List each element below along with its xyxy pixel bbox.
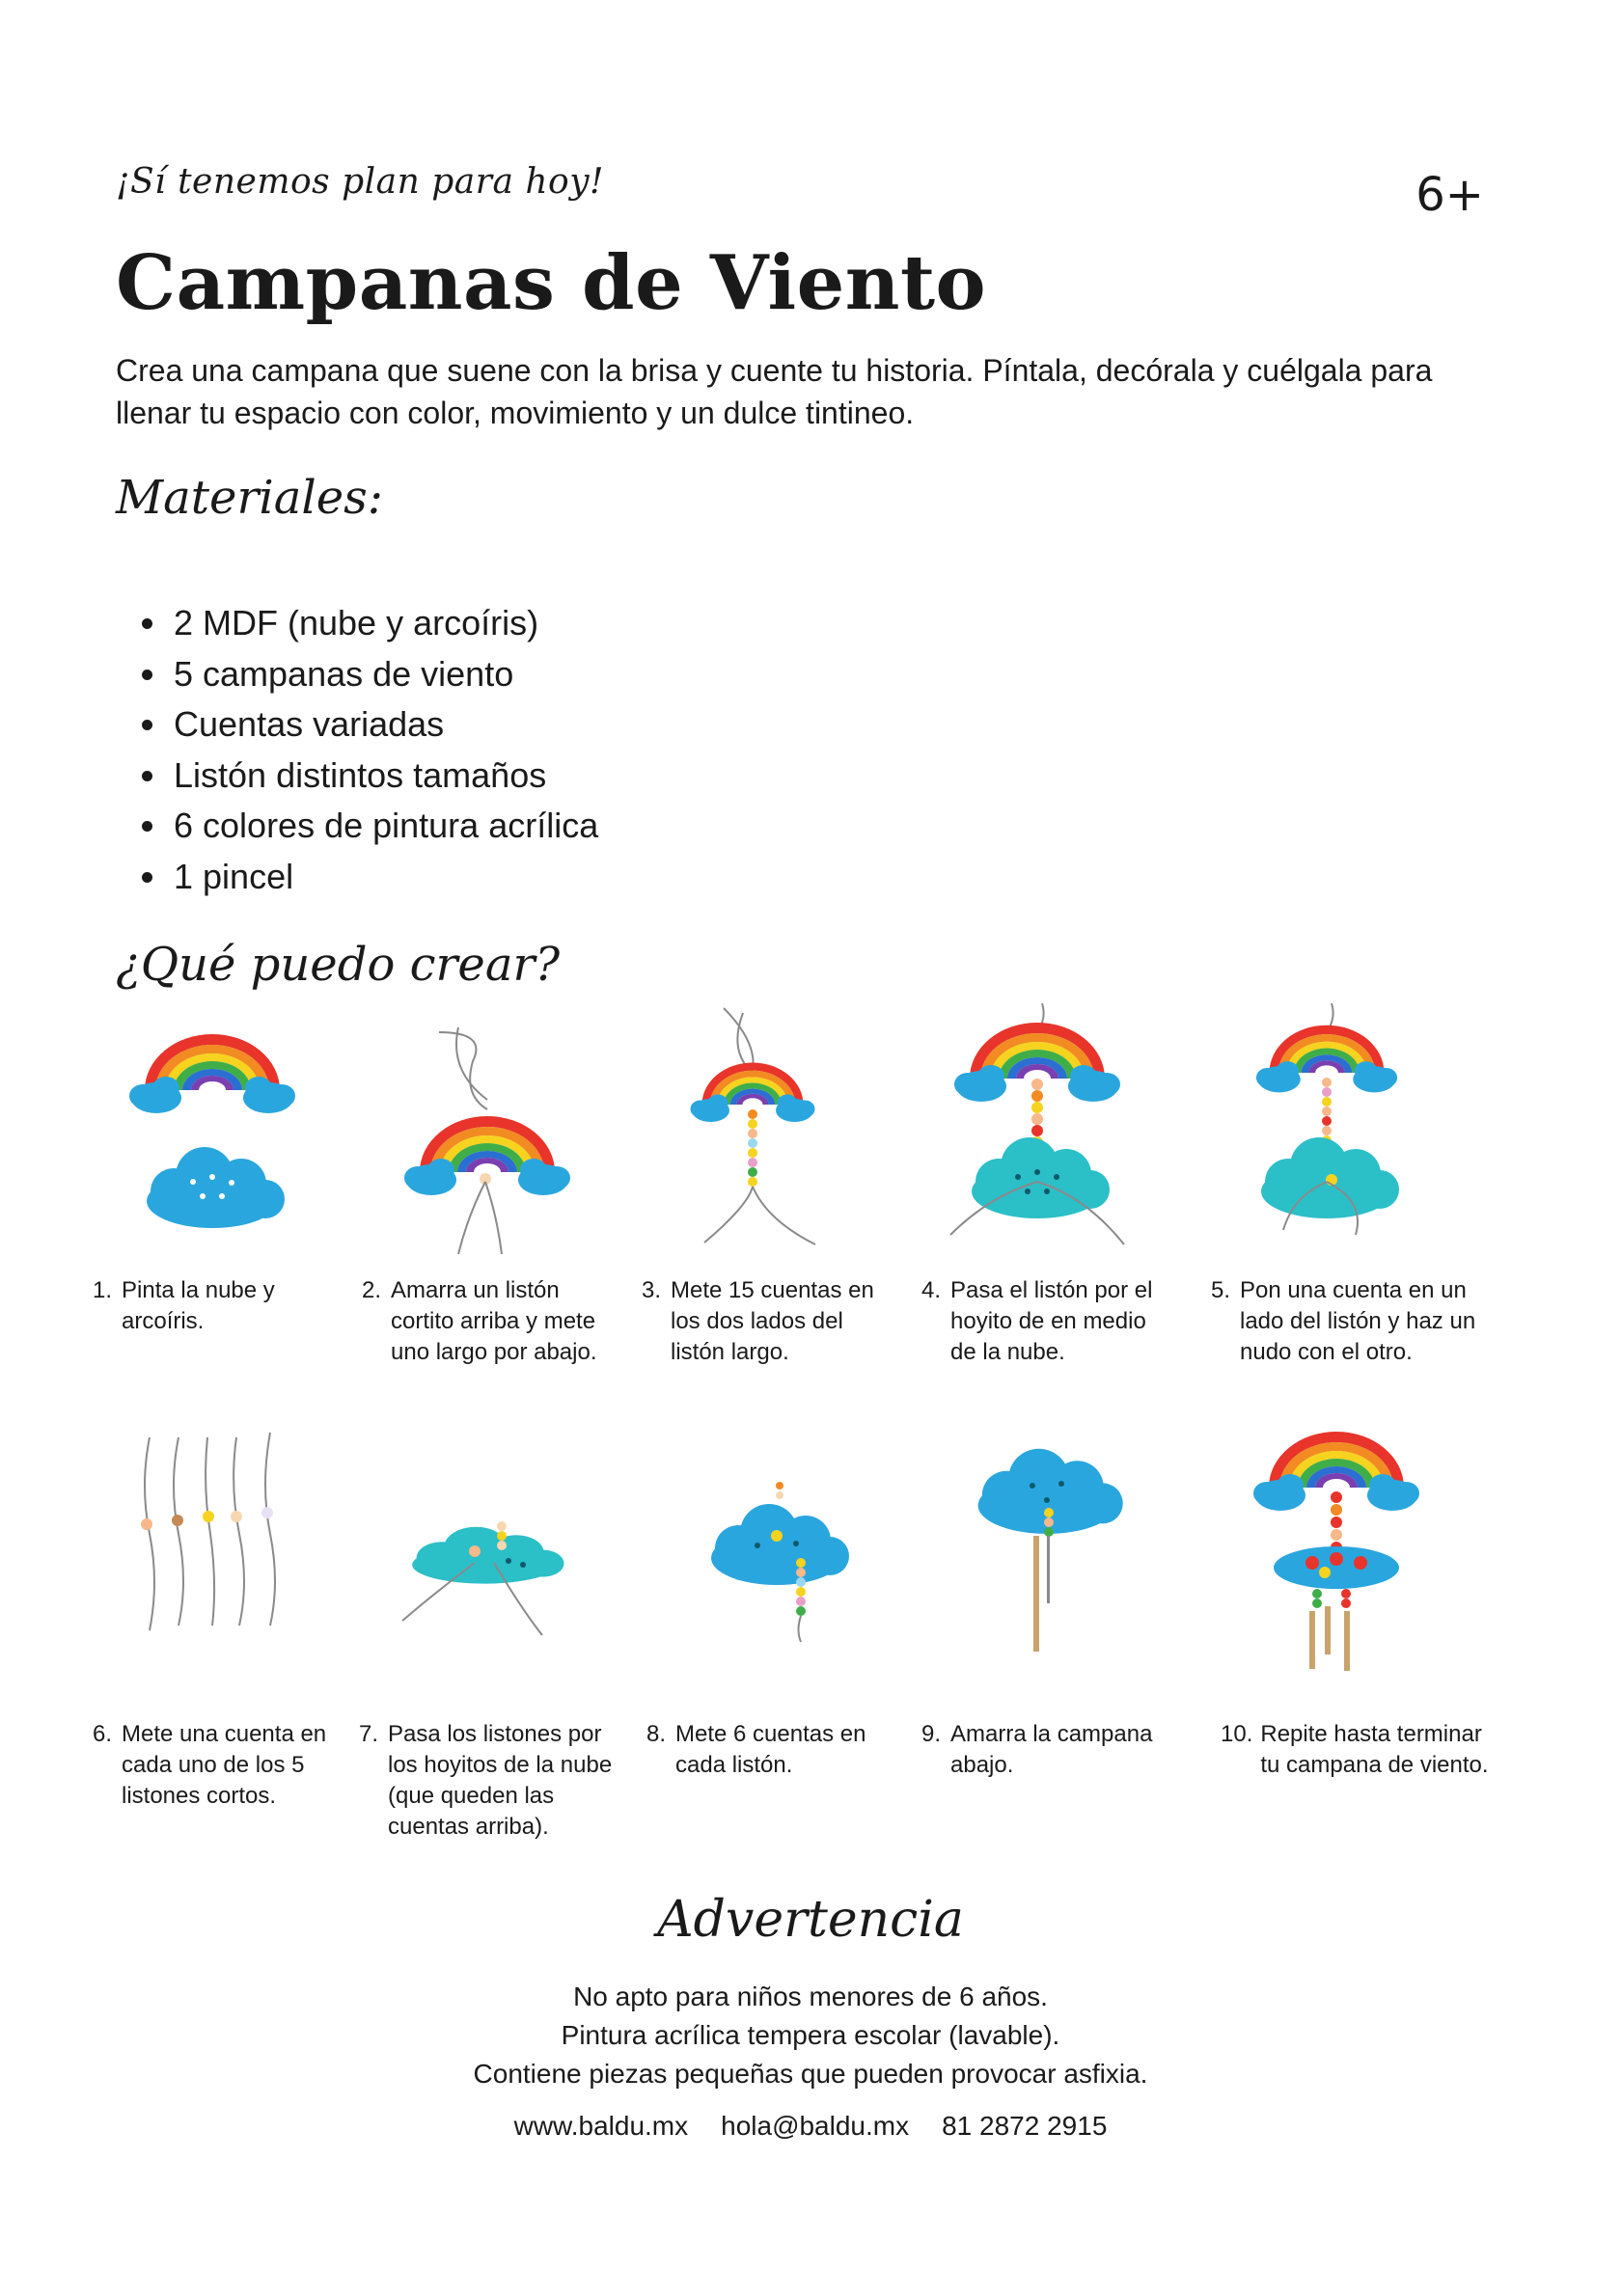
step-text: Amarra un listón cortito arriba y mete uno largo por abajo.: [391, 1277, 597, 1365]
warning-title: Advertencia: [657, 1891, 964, 1949]
website-link[interactable]: www.baldu.mx: [513, 2111, 689, 2141]
step-text: Pasa los listones por los hoyitos de la nube (que queden las cuentas arriba).: [388, 1721, 613, 1840]
materials-list: [135, 598, 598, 902]
step-9: [921, 1428, 1192, 1852]
age-badge: 6+: [1415, 168, 1484, 222]
step-4: [921, 1003, 1182, 1365]
warning-line: No apto para niños menores de 6 años.: [573, 1982, 1048, 2011]
step-text: Mete 15 cuentas en los dos lados del listón largo.: [671, 1277, 874, 1365]
step-text: Pasa el listón por el hoyito de en medio de la nube.: [950, 1277, 1153, 1365]
warning-text: [0, 1978, 1621, 2093]
step-number: 8.: [646, 1721, 667, 1747]
material-item: • Cuentas variadas: [170, 699, 598, 751]
step-number: 1.: [93, 1277, 113, 1303]
step-10-illustration: [1221, 1428, 1462, 1679]
step-1: [87, 1003, 328, 1351]
step-text: Pon una cuenta en un lado del listón y haz un nudo con el otro.: [1240, 1277, 1476, 1365]
step-number: 10.: [1221, 1721, 1253, 1747]
step-text: Amarra la campana abajo.: [950, 1721, 1153, 1778]
step-number: 9.: [921, 1721, 942, 1747]
step-5: [1211, 1003, 1491, 1365]
material-item: • 6 colores de pintura acrílica: [170, 801, 598, 852]
material-item: • 2 MDF (nube y arcoíris): [170, 598, 598, 649]
step-number: 3.: [642, 1277, 662, 1303]
step-number: 5.: [1211, 1277, 1231, 1303]
step-number: 7.: [359, 1721, 379, 1747]
step-7: [359, 1428, 629, 1852]
step-1-illustration: [106, 1003, 318, 1254]
step-8: [646, 1428, 897, 1852]
step-9-illustration: [941, 1428, 1153, 1679]
step-3: [642, 1003, 893, 1365]
warning-line: Pintura acrílica tempera escolar (lavable).: [561, 2020, 1060, 2050]
page-title: Campanas de Viento: [116, 239, 987, 327]
step-3-illustration: [661, 1003, 873, 1254]
tagline: ¡Sí tenemos plan para hoy!: [116, 162, 605, 202]
step-6: [87, 1428, 338, 1852]
material-item: • Listón distintos tamaños: [170, 751, 598, 802]
step-text: Mete 6 cuentas en cada listón.: [675, 1721, 866, 1778]
step-text: Repite hasta terminar tu campana de viento.: [1260, 1721, 1489, 1778]
email-link[interactable]: hola@baldu.mx: [721, 2111, 910, 2141]
step-8-illustration: [666, 1428, 878, 1679]
intro-text: Crea una campana que suene con la brisa y cuente tu historia. Píntala, decórala y cuélgala para llenar tu espacio con color, movimiento y un dulce tintineo.: [116, 353, 1433, 430]
step-number: 4.: [921, 1277, 942, 1303]
step-number: 6.: [93, 1721, 113, 1747]
step-6-illustration: [125, 1428, 318, 1640]
materials-heading: Materiales:: [116, 471, 383, 525]
step-text: Pinta la nube y arcoíris.: [122, 1277, 275, 1334]
step-7-illustration: [378, 1428, 591, 1679]
material-item: • 1 pincel: [170, 852, 598, 903]
step-number: 2.: [362, 1277, 382, 1303]
step-10: [1221, 1428, 1500, 1852]
step-2: [362, 1003, 632, 1365]
step-4-illustration: [921, 1003, 1163, 1254]
material-item: • 5 campanas de viento: [170, 649, 598, 700]
warning-line: Contiene piezas pequeñas que pueden provocar asfixia.: [473, 2059, 1148, 2089]
contact-info: [0, 2111, 1621, 2142]
create-heading: ¿Qué puedo crear?: [116, 938, 561, 992]
step-2-illustration: [381, 1003, 593, 1254]
step-5-illustration: [1211, 1003, 1452, 1254]
phone-number[interactable]: 81 2872 2915: [942, 2111, 1108, 2141]
step-text: Mete una cuenta en cada uno de los 5 listones cortos.: [122, 1721, 327, 1809]
